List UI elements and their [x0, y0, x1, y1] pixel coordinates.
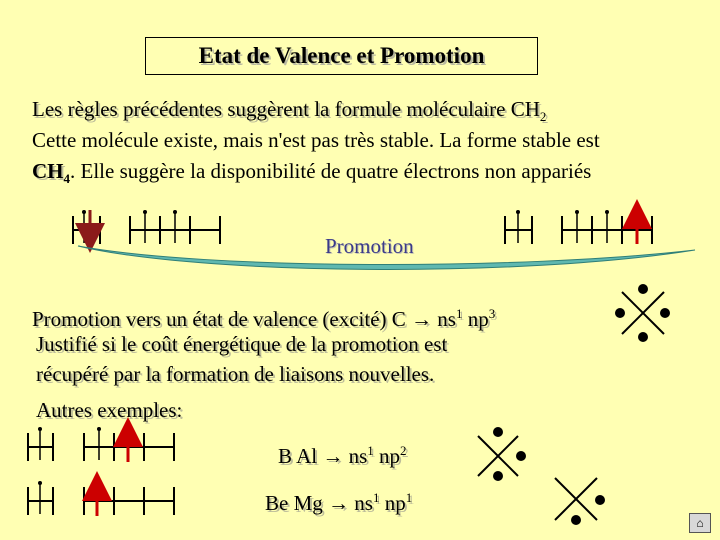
right-arrow-icon: →	[411, 307, 433, 331]
ground-p-electron-dot	[173, 210, 177, 214]
np-label: np	[462, 307, 489, 331]
autres-exemples: Autres exemples:	[36, 398, 183, 422]
trigonal-symbol	[478, 427, 526, 481]
home-icon[interactable]: ⌂	[689, 513, 711, 533]
tetrahedral-symbol	[615, 284, 670, 342]
ns-sup: 1	[455, 306, 463, 321]
boron-ns: ns	[343, 444, 368, 468]
beryllium-np: np	[379, 491, 406, 515]
promotion-label: Promotion	[325, 234, 414, 258]
intro-line-3-rest: . Elle suggère la disponibilité de quatre électrons non appariés	[70, 159, 592, 183]
promotion-line-3: récupéré par la formation de liaisons nouvelles.	[36, 362, 435, 386]
right-arrow-icon: →	[328, 491, 349, 515]
boron-np: np	[373, 444, 401, 468]
beryllium-np-sup: 1	[405, 490, 413, 505]
right-arrow-icon: →	[322, 444, 344, 468]
beryllium-s-electron	[38, 481, 42, 514]
beryllium-ns: ns	[349, 491, 373, 515]
boron-np-sup: 2	[400, 443, 407, 458]
ns-label: ns	[432, 307, 456, 331]
example-boron	[278, 443, 407, 469]
page-title: Etat de Valence et Promotion	[145, 37, 538, 75]
intro-line-2: Cette molécule existe, mais n'est pas très stable. La forme stable est	[32, 128, 600, 152]
excited-p-electron-dot	[605, 210, 609, 214]
linear-symbol	[555, 478, 605, 525]
promotion-line-2: Justifié si le coût énergétique de la promotion est	[36, 332, 448, 356]
promotion-line-1	[32, 301, 495, 332]
np-sup: 3	[488, 306, 496, 321]
example-beryllium	[265, 490, 412, 516]
beryllium-elements: Be Mg	[265, 491, 328, 515]
intro-line-1-text: Les règles précédentes suggèrent la formule moléculaire CH	[32, 97, 540, 121]
ch4-formula: CH	[32, 159, 64, 183]
boron-elements: B Al	[278, 444, 323, 468]
boron-ns-sup: 1	[367, 443, 374, 458]
excited-p-electron-dot	[575, 210, 579, 214]
ground-s-orbital	[73, 216, 100, 244]
excited-s-electron	[516, 210, 520, 243]
ground-p-electron-dot	[143, 210, 147, 214]
ch4-sub: 4	[63, 171, 70, 187]
boron-p-electron	[97, 427, 101, 460]
intro-line-1-sub: 2	[539, 109, 547, 125]
boron-s-electron	[38, 427, 42, 460]
ground-s-up-electron	[82, 210, 86, 243]
beryllium-ns-sup: 1	[372, 490, 380, 505]
promotion-line-1-text: Promotion vers un état de valence (excité) C	[32, 307, 412, 331]
